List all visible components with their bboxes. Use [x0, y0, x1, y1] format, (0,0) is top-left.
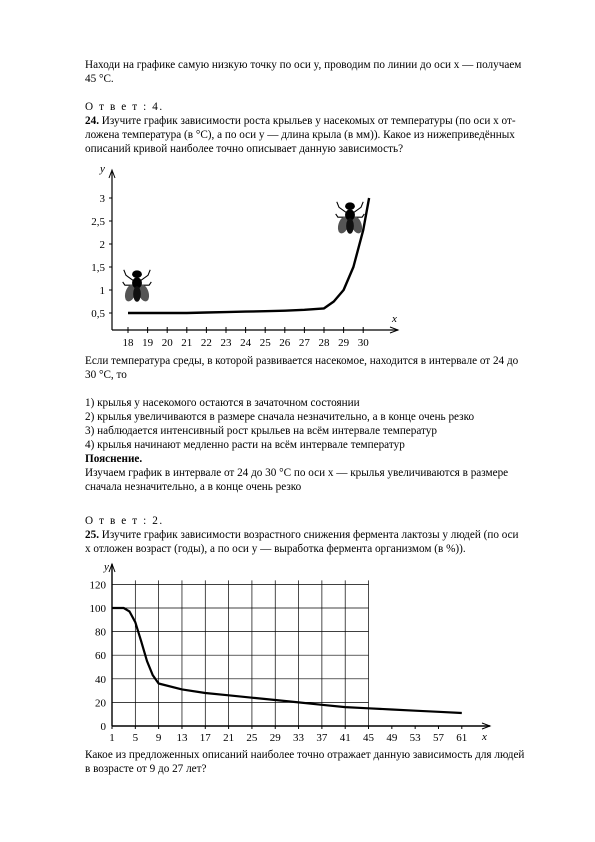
y-tick-label: 20 — [95, 697, 106, 710]
x-tick-label: 29 — [269, 732, 281, 744]
q24-line-1 — [85, 114, 555, 128]
series-line — [128, 198, 369, 313]
q24-option-1: 1) крылья у насекомого остаются в зачаточном состоянии — [85, 397, 360, 409]
x-tick-label: 27 — [298, 337, 310, 349]
y-tick-label: 3 — [99, 193, 105, 205]
q24-after-1: Если температура среды, в которой развивается насекомое, находится в интервале от 24 до — [85, 355, 519, 367]
q24-explanation-heading: Пояснение. — [85, 453, 143, 465]
fly-icon — [123, 270, 152, 303]
y-tick-label: 2,5 — [91, 216, 105, 228]
q25-text-1: Изучите график зависимости возрастного снижения фермента лактозы у людей (по оси — [98, 529, 519, 541]
x-tick-label: 61 — [456, 732, 468, 744]
q24-explanation-2: сначала незначительно, а в конце очень резко — [85, 481, 302, 493]
y-tick-label: 0,5 — [91, 308, 105, 320]
x-tick-label: 13 — [176, 732, 188, 744]
answer-23: О т в е т : 4. — [85, 101, 164, 113]
y-tick-label: 0 — [100, 721, 106, 733]
x-tick-label: 25 — [259, 337, 271, 349]
x-axis-label: x — [482, 731, 487, 743]
x-tick-label: 18 — [122, 337, 134, 349]
x-tick-label: 20 — [161, 337, 173, 349]
answer-24: О т в е т : 2. — [85, 515, 164, 527]
x-tick-label: 26 — [279, 337, 291, 349]
lactase-chart — [80, 560, 500, 750]
x-tick-label: 33 — [293, 732, 305, 744]
x-tick-label: 41 — [339, 732, 351, 744]
wing-growth-chart — [80, 158, 410, 360]
y-tick-label: 80 — [95, 626, 106, 639]
y-tick-label: 120 — [89, 579, 106, 592]
q24-explanation-1: Изучаем график в интервале от 24 до 30 °С по оси x — крылья увеличиваются в размере — [85, 467, 509, 479]
x-tick-label: 17 — [199, 732, 211, 744]
x-tick-label: 19 — [142, 337, 154, 349]
x-tick-label: 25 — [246, 732, 258, 744]
x-tick-label: 9 — [155, 732, 162, 744]
q24-option-4: 4) крылья начинают медленно расти на всём интервале температур — [85, 439, 405, 451]
q25-number: 25. — [85, 529, 99, 541]
y-tick-label: 1,5 — [91, 262, 105, 274]
q25-after-2: в возрасте от 9 до 27 лет? — [85, 763, 207, 775]
x-tick-label: 28 — [318, 337, 330, 349]
x-tick-label: 5 — [132, 732, 139, 744]
x-tick-label: 30 — [357, 337, 369, 349]
q25-after-1: Какое из предложенных описаний наиболее точно отражает данную зависимость для людей — [85, 749, 525, 761]
x-tick-label: 23 — [220, 337, 232, 349]
intro-line-1: Находи на графике самую низкую точку по оси y, проводим по линии до оси x — получаем — [85, 59, 522, 71]
fly-icon — [336, 202, 365, 235]
x-tick-label: 1 — [109, 732, 115, 744]
q24-text-1: Изучите график зависимости роста крыльев у насекомых от температуры (по оси x от- — [98, 115, 516, 127]
y-axis-label: y — [100, 163, 105, 175]
q24-option-3: 3) наблюдается интенсивный рост крыльев на всём интервале температур — [85, 425, 437, 437]
x-tick-label: 37 — [316, 732, 328, 744]
x-tick-label: 45 — [363, 732, 375, 744]
x-tick-label: 24 — [240, 337, 252, 349]
y-tick-label: 40 — [95, 673, 106, 686]
intro-line-2: 45 °С. — [85, 73, 114, 85]
y-tick-label: 1 — [99, 285, 105, 297]
x-tick-label: 29 — [338, 337, 350, 349]
x-tick-label: 22 — [200, 337, 212, 349]
y-axis-label: y — [104, 561, 109, 573]
y-tick-label: 60 — [95, 650, 106, 663]
series-line — [112, 608, 462, 713]
x-tick-label: 21 — [181, 337, 193, 349]
x-tick-label: 21 — [223, 732, 235, 744]
x-tick-label: 49 — [386, 732, 398, 744]
q24-after-2: 30 °С, то — [85, 369, 127, 381]
y-tick-label: 2 — [99, 239, 105, 251]
y-tick-label: 100 — [89, 603, 106, 615]
q24-option-2: 2) крылья увеличиваются в размере сначала незначительно, а в конце очень резко — [85, 411, 475, 423]
q25-line-1 — [85, 528, 555, 542]
q25-line-2: x отложен возраст (годы), а по оси y — выработка фермента организмом (в %)). — [85, 543, 466, 555]
q24-line-2: ложена температура (в °С), а по оси y — длина крыла (в мм)). Какое из нижеприведённых — [85, 129, 515, 141]
q24-number: 24. — [85, 115, 99, 127]
q24-line-3: описаний кривой наиболее точно описывает данную зависимость? — [85, 143, 404, 155]
x-axis-label: x — [392, 313, 397, 325]
x-tick-label: 57 — [432, 732, 444, 744]
x-tick-label: 53 — [409, 732, 421, 744]
